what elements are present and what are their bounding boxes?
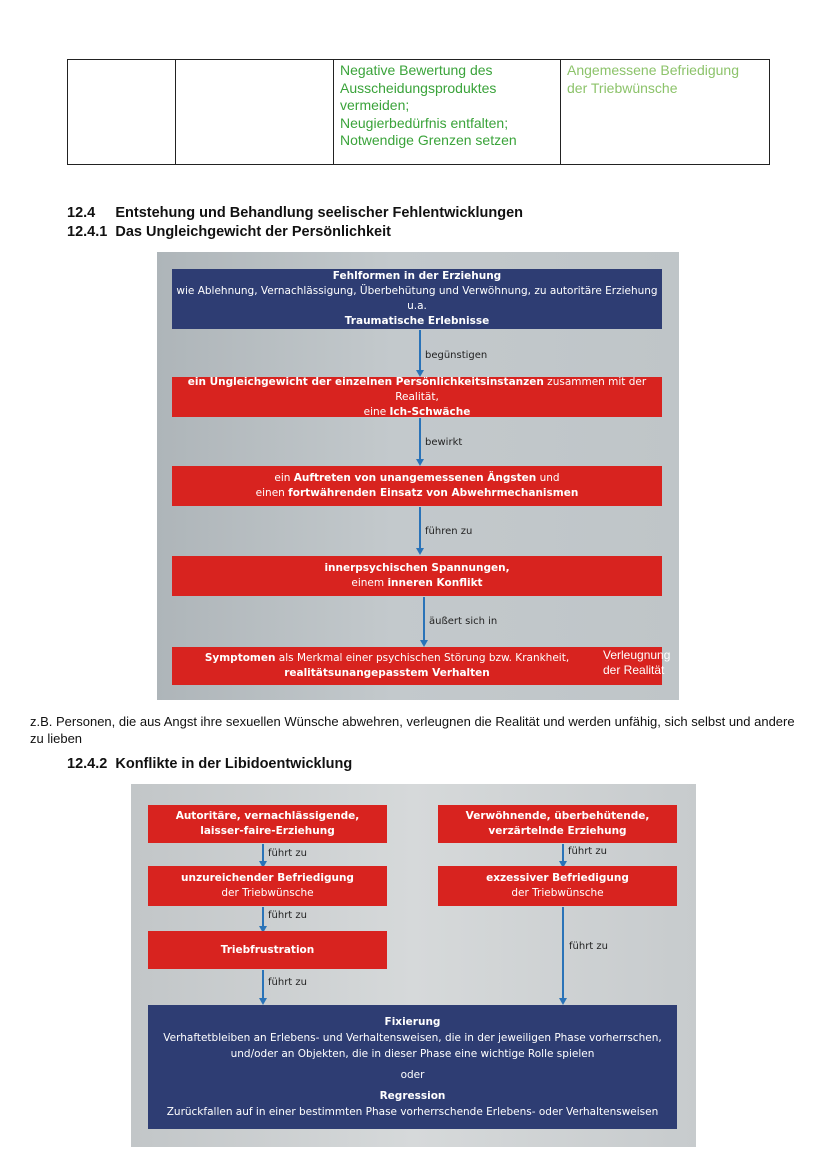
arrow-line (419, 330, 421, 371)
box-symptoms: Symptomen als Merkmal einer psychischen Störung bzw. Krankheit, realitätsunangepasstem Verhalten (172, 647, 662, 685)
box-excessive-satisfaction: exzessiver Befriedigung der Triebwünsche (438, 866, 677, 906)
cell-line: der Triebwünsche (567, 79, 678, 96)
connector-label: führt zu (569, 941, 608, 952)
box-fixation-regression: Fixierung Verhaftetbleiben an Erlebens- und Verhaltensweisen, die in der jeweiligen Phase vorherrschen, und/oder an Objekten, die in dieser Phase eine wichtige Rolle spielen oder Regression Zurückfallen auf in einer bestimmten Phase vorherrschende Erlebens- oder Verhaltensweisen (148, 1005, 677, 1129)
table-cell-educational-tasks (334, 60, 561, 165)
arrow-line (262, 907, 264, 928)
example-note: z.B. Personen, die aus Angst ihre sexuellen Wünsche abwehren, verleugnen die Realität und werden unfähig, sich selbst und andere zu lieben (30, 714, 795, 746)
arrow-line (419, 507, 421, 549)
table-cell-empty-2 (176, 60, 334, 165)
table-cell-goal (561, 60, 770, 165)
arrow-down-icon (420, 640, 428, 647)
box-insufficient-satisfaction: unzureichender Befriedigung der Triebwünsche (148, 866, 387, 906)
cell-line: Notwendige Grenzen setzen (340, 132, 517, 148)
table-cell-empty-1 (68, 60, 176, 165)
arrow-down-icon (416, 548, 424, 555)
connector-label: führt zu (268, 910, 307, 921)
section-heading-12-4-2: 12.4.2 Konflikte in der Libidoentwicklung (67, 756, 353, 772)
arrow-line (262, 970, 264, 1000)
box-authoritarian-education: Autoritäre, vernachlässigende, laisser-faire-Erziehung (148, 805, 387, 843)
flowchart-personality-imbalance (157, 252, 679, 700)
box-drive-frustration: Triebfrustration (148, 931, 387, 969)
arrow-down-icon (416, 459, 424, 466)
connector-label: führen zu (425, 526, 473, 537)
connector-label: bewirkt (425, 437, 463, 448)
box-anxieties: ein Auftreten von unangemessenen Ängsten und einen fortwährenden Einsatz von Abwehrmechanismen (172, 466, 662, 506)
connector-label: führt zu (568, 846, 607, 857)
section-heading-12-4: 12.4 Entstehung und Behandlung seelischer Fehlentwicklungen (67, 205, 524, 221)
box-educational-malformations: Fehlformen in der Erziehung wie Ablehnung, Vernachlässigung, Überbehütung und Verwöhnung, zu autoritäre Erziehung u.a. Traumatische Erlebnisse (172, 269, 662, 329)
overlay-annotation: Verleugnung der Realität (603, 648, 671, 677)
connector-label: äußert sich in (429, 616, 498, 627)
cell-line: vermeiden; (340, 97, 410, 113)
box-inner-tension: innerpsychischen Spannungen, einem inneren Konflikt (172, 556, 662, 596)
connector-label: führt zu (268, 848, 307, 859)
box-pampering-education: Verwöhnende, überbehütende, verzärtelnde Erziehung (438, 805, 677, 843)
cell-line: Neugierbedürfnis entfalten; (340, 114, 509, 131)
psychosexual-phase-table (67, 59, 770, 165)
table-row (68, 60, 770, 165)
cell-line: Ausscheidungsproduktes (340, 79, 497, 96)
connector-label: führt zu (268, 977, 307, 988)
arrow-line (419, 418, 421, 460)
arrow-down-icon (559, 998, 567, 1005)
box-imbalance: ein Ungleichgewicht der einzelnen Persönlichkeitsinstanzen zusammen mit der Realität, eine Ich-Schwäche (172, 377, 662, 417)
arrow-line (562, 907, 564, 1000)
cell-line: Negative Bewertung des (340, 62, 493, 78)
section-heading-12-4-1: 12.4.1 Das Ungleichgewicht der Persönlichkeit (67, 224, 391, 240)
arrow-line (423, 597, 425, 641)
flowchart-libido-conflicts (131, 784, 696, 1147)
cell-line: Angemessene Befriedigung (567, 62, 740, 78)
arrow-down-icon (259, 998, 267, 1005)
connector-label: begünstigen (425, 350, 488, 361)
